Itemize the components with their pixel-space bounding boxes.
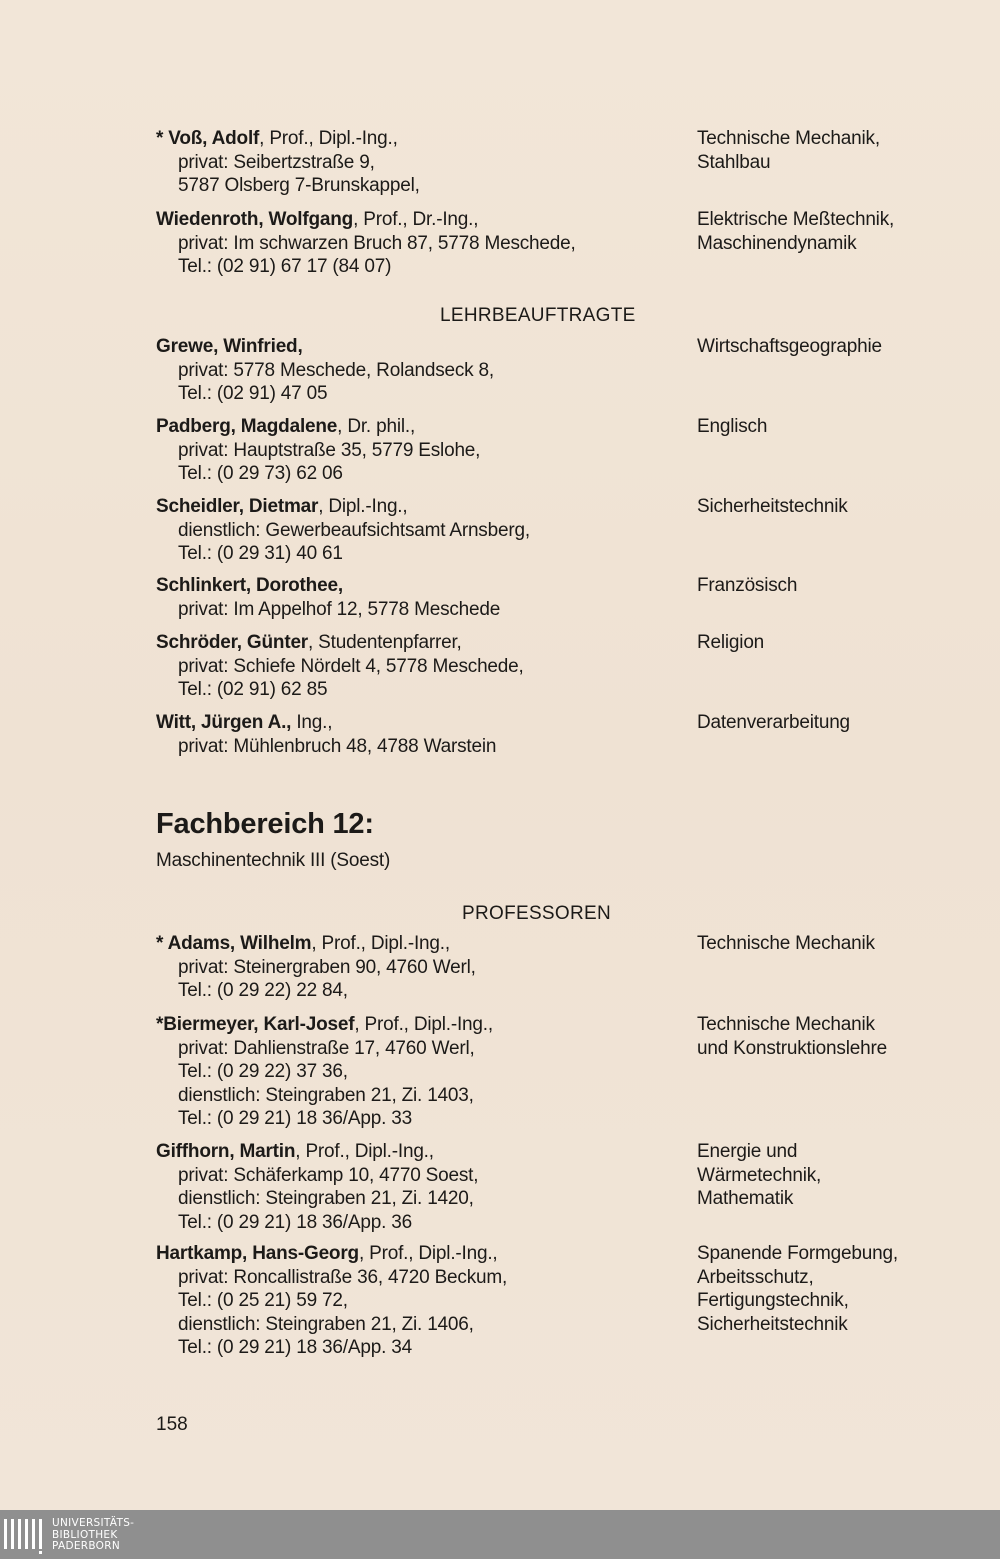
address-line: dienstlich: Gewerbeaufsichtsamt Arnsberg, xyxy=(178,519,530,541)
entry-subjects xyxy=(697,495,977,519)
address-line: Tel.: (02 91) 62 85 xyxy=(178,679,328,700)
subject-line: Wirtschaftsgeographie xyxy=(697,336,882,357)
entry-person-info xyxy=(156,711,676,758)
address-line: Tel.: (02 91) 67 17 (84 07) xyxy=(178,256,392,277)
subject-line: und Konstruktionslehre xyxy=(697,1037,887,1059)
person-name: Schröder, Günter xyxy=(156,632,309,653)
entry-person-info xyxy=(156,631,676,702)
address-line: Tel.: (0 29 21) 18 36/App. 33 xyxy=(178,1108,412,1129)
entry-first-line xyxy=(156,127,676,151)
address-line: privat: 5778 Meschede, Rolandseck 8, xyxy=(178,359,494,381)
subject-line: Technische Mechanik xyxy=(697,933,875,954)
person-title: Ing., xyxy=(291,712,333,733)
subject-line: Wärmetechnik, xyxy=(697,1164,822,1186)
fachbereich-title: Fachbereich 12: xyxy=(156,808,374,840)
person-title: , Studentenpfarrer, xyxy=(308,632,462,653)
entry-person-info xyxy=(156,335,676,406)
entry-person-info xyxy=(156,495,676,566)
address-line: privat: Im Appelhof 12, 5778 Meschede xyxy=(178,598,501,620)
entry-person-info xyxy=(156,208,676,279)
address-line: Tel.: (0 29 73) 62 06 xyxy=(178,463,343,484)
person-title: , Prof., Dipl.-Ing., xyxy=(358,1243,498,1264)
person-name: Witt, Jürgen A., xyxy=(156,712,292,733)
address-line: Tel.: (02 91) 47 05 xyxy=(178,383,328,404)
subject-line: Sicherheitstechnik xyxy=(697,1313,848,1335)
address-line: dienstlich: Steingraben 21, Zi. 1406, xyxy=(178,1313,474,1335)
subject-line: Maschinendynamik xyxy=(697,232,857,254)
person-name: Adams, Wilhelm xyxy=(167,933,312,954)
section-heading-lehrbeauftragte: LEHRBEAUFTRAGTE xyxy=(440,305,636,326)
asterisk-marker: * xyxy=(156,1014,164,1035)
person-name: Scheidler, Dietmar xyxy=(156,496,319,517)
subject-line: Energie und xyxy=(697,1141,798,1162)
address-line: 5787 Olsberg 7-Brunskappel, xyxy=(178,175,420,196)
entry-person-info xyxy=(156,1140,676,1234)
person-title: , Dr. phil., xyxy=(337,416,416,437)
entry-first-line xyxy=(156,495,676,519)
address-line: dienstlich: Steingraben 21, Zi. 1403, xyxy=(178,1084,474,1106)
address-line: Tel.: (0 29 21) 18 36/App. 34 xyxy=(178,1337,412,1358)
library-logo-icon xyxy=(3,1517,45,1555)
entry-first-line xyxy=(156,1242,676,1266)
address-line: privat: Roncallistraße 36, 4720 Beckum, xyxy=(178,1266,508,1288)
person-title: , Prof., Dipl.-Ing., xyxy=(259,128,398,149)
address-line: privat: Seibertzstraße 9, xyxy=(178,151,375,173)
subject-line: Religion xyxy=(697,632,765,653)
address-line: Tel.: (0 29 31) 40 61 xyxy=(178,543,343,564)
person-name: Voß, Adolf xyxy=(168,128,260,149)
address-line: privat: Steinergraben 90, 4760 Werl, xyxy=(178,956,476,978)
entry-person-info xyxy=(156,127,676,198)
address-line: Tel.: (0 29 22) 37 36, xyxy=(178,1061,348,1082)
address-line: privat: Schiefe Nördelt 4, 5778 Meschede, xyxy=(178,655,524,677)
entry-person-info xyxy=(156,932,676,1003)
logo-line: PADERBORN xyxy=(52,1540,120,1552)
person-name: Wiedenroth, Wolfgang xyxy=(156,209,354,230)
entry-person-info xyxy=(156,574,676,621)
subject-line: Elektrische Meßtechnik, xyxy=(697,209,895,230)
person-title: , Prof., Dipl.-Ing., xyxy=(354,1014,493,1035)
address-line: privat: Schäferkamp 10, 4770 Soest, xyxy=(178,1164,479,1186)
person-title: , Dipl.-Ing., xyxy=(318,496,408,517)
entry-subjects xyxy=(697,932,977,956)
person-name: Grewe, Winfried, xyxy=(156,336,303,357)
entry-first-line xyxy=(156,574,676,598)
entry-subjects xyxy=(697,1140,977,1211)
entry-first-line xyxy=(156,415,676,439)
entry-first-line xyxy=(156,208,676,232)
entry-subjects xyxy=(697,1242,977,1336)
person-title: , Prof., Dipl.-Ing., xyxy=(311,933,450,954)
entry-person-info xyxy=(156,1013,676,1131)
address-line: dienstlich: Steingraben 21, Zi. 1420, xyxy=(178,1188,474,1209)
entry-first-line xyxy=(156,631,676,655)
library-logo-text xyxy=(52,1518,134,1553)
entry-first-line xyxy=(156,711,676,735)
subject-line: Fertigungstechnik, xyxy=(697,1290,849,1311)
address-line: privat: Dahlienstraße 17, 4760 Werl, xyxy=(178,1037,475,1059)
person-title: , Prof., Dr.-Ing., xyxy=(353,209,479,230)
address-line: Tel.: (0 29 22) 22 84, xyxy=(178,980,348,1001)
entry-subjects xyxy=(697,711,977,735)
address-line: Tel.: (0 25 21) 59 72, xyxy=(178,1290,348,1311)
page-number: 158 xyxy=(156,1414,188,1435)
entry-first-line xyxy=(156,1013,676,1037)
entry-subjects xyxy=(697,335,977,359)
asterisk-marker: * xyxy=(156,128,169,149)
address-line: Tel.: (0 29 21) 18 36/App. 36 xyxy=(178,1211,412,1233)
person-name: Hartkamp, Hans-Georg xyxy=(156,1243,359,1264)
entry-subjects xyxy=(697,1013,977,1060)
subject-line: Französisch xyxy=(697,575,798,596)
address-line: privat: Hauptstraße 35, 5779 Eslohe, xyxy=(178,439,481,461)
person-name: Biermeyer, Karl-Josef xyxy=(163,1014,355,1035)
logo-line: BIBLIOTHEK xyxy=(52,1528,118,1541)
subject-line: Datenverarbeitung xyxy=(697,712,850,733)
entry-person-info xyxy=(156,1242,676,1360)
library-footer-bar xyxy=(0,1510,1000,1559)
entry-subjects xyxy=(697,208,977,255)
person-name: Giffhorn, Martin xyxy=(156,1141,296,1162)
subject-line: Arbeitsschutz, xyxy=(697,1266,814,1288)
subject-line: Mathematik xyxy=(697,1188,794,1209)
person-name: Padberg, Magdalene xyxy=(156,416,338,437)
entry-subjects xyxy=(697,415,977,439)
entry-subjects xyxy=(697,574,977,598)
entry-first-line xyxy=(156,932,676,956)
subject-line: Sicherheitstechnik xyxy=(697,496,848,517)
entry-first-line xyxy=(156,1140,676,1164)
subject-line: Stahlbau xyxy=(697,151,771,173)
logo-line: UNIVERSITÄTS- xyxy=(52,1517,135,1529)
subject-line: Spanende Formgebung, xyxy=(697,1243,898,1264)
address-line: privat: Im schwarzen Bruch 87, 5778 Meschede, xyxy=(178,232,576,254)
section-heading-professoren: PROFESSOREN xyxy=(462,903,611,924)
person-name: Schlinkert, Dorothee, xyxy=(156,575,343,596)
address-line: privat: Mühlenbruch 48, 4788 Warstein xyxy=(178,735,497,757)
entry-subjects xyxy=(697,127,977,174)
entry-first-line xyxy=(156,335,676,359)
subject-line: Englisch xyxy=(697,416,768,437)
person-title: , Prof., Dipl.-Ing., xyxy=(295,1141,434,1162)
entry-subjects xyxy=(697,631,977,655)
entry-person-info xyxy=(156,415,676,486)
subject-line: Technische Mechanik, xyxy=(697,128,880,149)
subject-line: Technische Mechanik xyxy=(697,1014,875,1035)
fachbereich-subtitle: Maschinentechnik III (Soest) xyxy=(156,850,391,871)
asterisk-marker: * xyxy=(156,933,168,954)
